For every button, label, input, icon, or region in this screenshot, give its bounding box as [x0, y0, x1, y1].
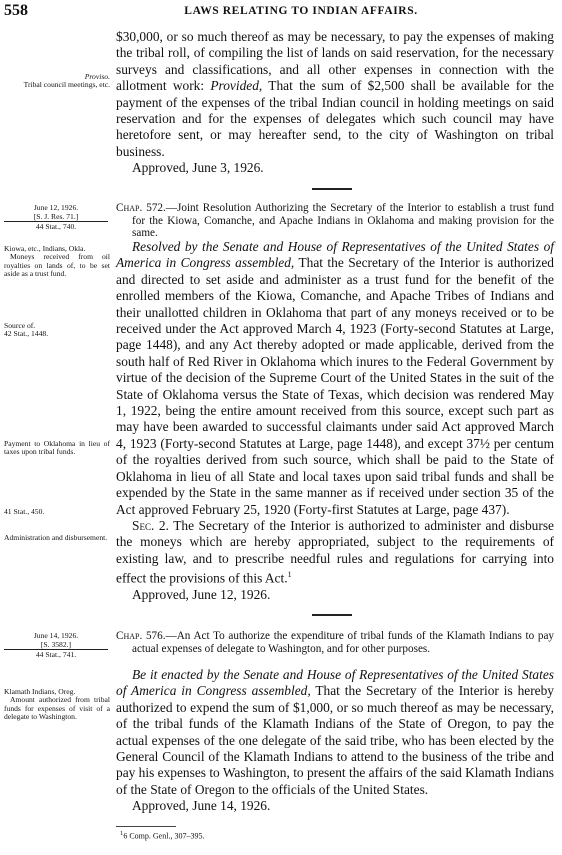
chapter-576-body — [116, 667, 554, 815]
margin-kiowa — [4, 245, 110, 279]
section-divider-2 — [312, 614, 352, 616]
chap-572-label: Chap. 572. — [116, 202, 166, 214]
chap-572-para-1 — [116, 239, 554, 518]
stat-576: 44 Stat., 741. — [35, 650, 77, 659]
footnote — [120, 830, 204, 841]
chapter-572-heading — [116, 202, 554, 240]
section-1 — [116, 29, 554, 177]
margin-payment: Payment to Oklahoma in lieu of taxes upon tribal funds. — [4, 439, 110, 457]
section-1-approved: Approved, June 3, 1926. — [132, 160, 264, 176]
margin-source — [4, 322, 110, 339]
chap-576-text: That the Secretary of the Interior is hereby authorized to expend the sum of $1,000, or so much thereof as may be necessary, of the tribal funds of the Klamath Indians of the State of Oregon, to pay the actual expenses of the one delegate of the said tribe, who has been elected by the General Council of the Klamath Indians to attend to the business of the tribe and pay his expenses to Washington, to present the affairs of the said Klamath Indians of the State of Oregon to the officials of the United States. — [116, 683, 555, 797]
date-box-572 — [4, 203, 108, 231]
chap-576-para-1 — [116, 667, 554, 798]
section-1-text-b: That the sum of $2,500 shall be available for the payment of the expenses of the tribal Indian council in holding meetings on said reservation and for the expenses of delegates which such council may have heretofore sent, or may hereafter send, to the city of Washington on tribal business. — [116, 78, 554, 159]
margin-tribal-council: Tribal council meetings, etc. — [23, 80, 110, 90]
chap-572-sec-2 — [116, 518, 554, 587]
section-divider-1 — [312, 188, 352, 190]
chap-576-title: —An Act To authorize the expenditure of tribal funds of the Klamath Indians to pay actual expenses of delegate to Washington, and for other purposes. — [132, 630, 555, 655]
margin-moneys-received: Moneys received from oil royalties on lands of, to be set aside as a trust fund. — [4, 252, 110, 279]
section-2-approved: Approved, June 12, 1926. — [132, 587, 271, 602]
chap-576-label: Chap. 576. — [116, 630, 166, 642]
footnote-ref: 1 — [287, 570, 292, 580]
margin-42-stat: 42 Stat., 1448. — [4, 329, 49, 339]
margin-amount-authorized: Amount authorized from tribal funds for expenses of visit of a delegate to Washington. — [4, 695, 110, 722]
margin-administration: Administration and disbursement. — [4, 533, 108, 542]
margin-proviso-label: Proviso. — [84, 72, 110, 81]
date-box-576 — [4, 631, 108, 659]
bill-576: [S. 3582.] — [4, 640, 108, 650]
margin-source-of: Source of. — [4, 321, 36, 330]
footnote-text: 6 Comp. Genl., 307–395. — [123, 831, 205, 841]
footnote-mark: 1 — [120, 830, 124, 837]
proviso-word: Provided, — [210, 78, 263, 94]
running-title: LAWS RELATING TO INDIAN AFFAIRS. — [184, 5, 418, 17]
stat-572: 44 Stat., 740. — [35, 222, 77, 231]
chap-572-title: —Joint Resolution Authorizing the Secretary of the Interior to establish a trust fund for the Kiowa, Comanche, and Apache Indians in Oklahoma and making provision for the same. — [132, 202, 554, 240]
footnote-rule — [116, 826, 176, 827]
margin-proviso — [4, 73, 110, 90]
chapter-576-heading — [116, 630, 554, 655]
bill-572: [S. J. Res. 71.] — [4, 212, 108, 222]
date-572: June 12, 1926. — [33, 203, 79, 212]
chap-572-text: That the Secretary of the Interior is authorized and directed to set aside and administer as a trust fund for the benefit of the enrolled members of the Kiowa, Comanche, and Apache Tribes of Indians and their unallotted children in Oklahoma that part of any moneys received or to be received under the Act approved March 4, 1923 (Forty-second Statutes at Large, page 1448), and any Act thereby adopted or made applicable, derived from the south half of Red River in Oklahoma which inures to the Federal Government by virtue of the decision of the Supreme Court of the United States in the suit of the State of Oklahoma versus the State of Texas, which decision was rendered May 1, 1922, being the entire amount received from this source, except such part as may have been awarded to successful claimants under said Act approved March 4, 1923 (Forty-second Statutes at Large, page 1448), and except 37½ per centum of the royalties derived from such source, which shall be paid to the State of Oklahoma in lieu of all State and local taxes upon said tribal funds and shall be expended by the State in the same manner as if received under section 35 of the Act approved February 25, 1920 (Forty-first Statutes at Large, page 437). — [116, 255, 554, 517]
margin-klamath-heading: Klamath Indians, Oreg. — [4, 687, 76, 696]
section-1-text-a: $30,000, or so much thereof as may be necessary, to pay the expenses of making the tribal roll, of compiling the list of lands on said reservation, for the necessary surveys and classifications, and all other expenses in connection with the allotment work: — [116, 29, 554, 94]
margin-klamath — [4, 688, 110, 722]
section-3-approved: Approved, June 14, 1926. — [132, 798, 271, 814]
date-576: June 14, 1926. — [33, 631, 79, 640]
margin-41-stat: 41 Stat., 450. — [4, 507, 45, 516]
sec-2-label: Sec. 2. — [132, 517, 169, 533]
margin-kiowa-heading: Kiowa, etc., Indians, Okla. — [4, 244, 86, 253]
chap-572-enacting-clause: Resolved by the Senate and House of Representatives of the United States of America in Congress assembled, — [116, 239, 554, 271]
chapter-572-body — [116, 239, 554, 603]
section-1-paragraph — [116, 29, 554, 160]
sec-2-text: The Secretary of the Interior is authorized to administer and disburse the moneys which are hereby appropriated, subject to the requirements of existing law, and to prescribe needful rules and regulations for carrying into effect the provisions of this Act. — [116, 517, 554, 586]
chap-576-enacting-clause: Be it enacted by the Senate and House of Representatives of the United States of America in Congress assembled, — [116, 667, 554, 699]
page-number: 558 — [4, 2, 28, 19]
